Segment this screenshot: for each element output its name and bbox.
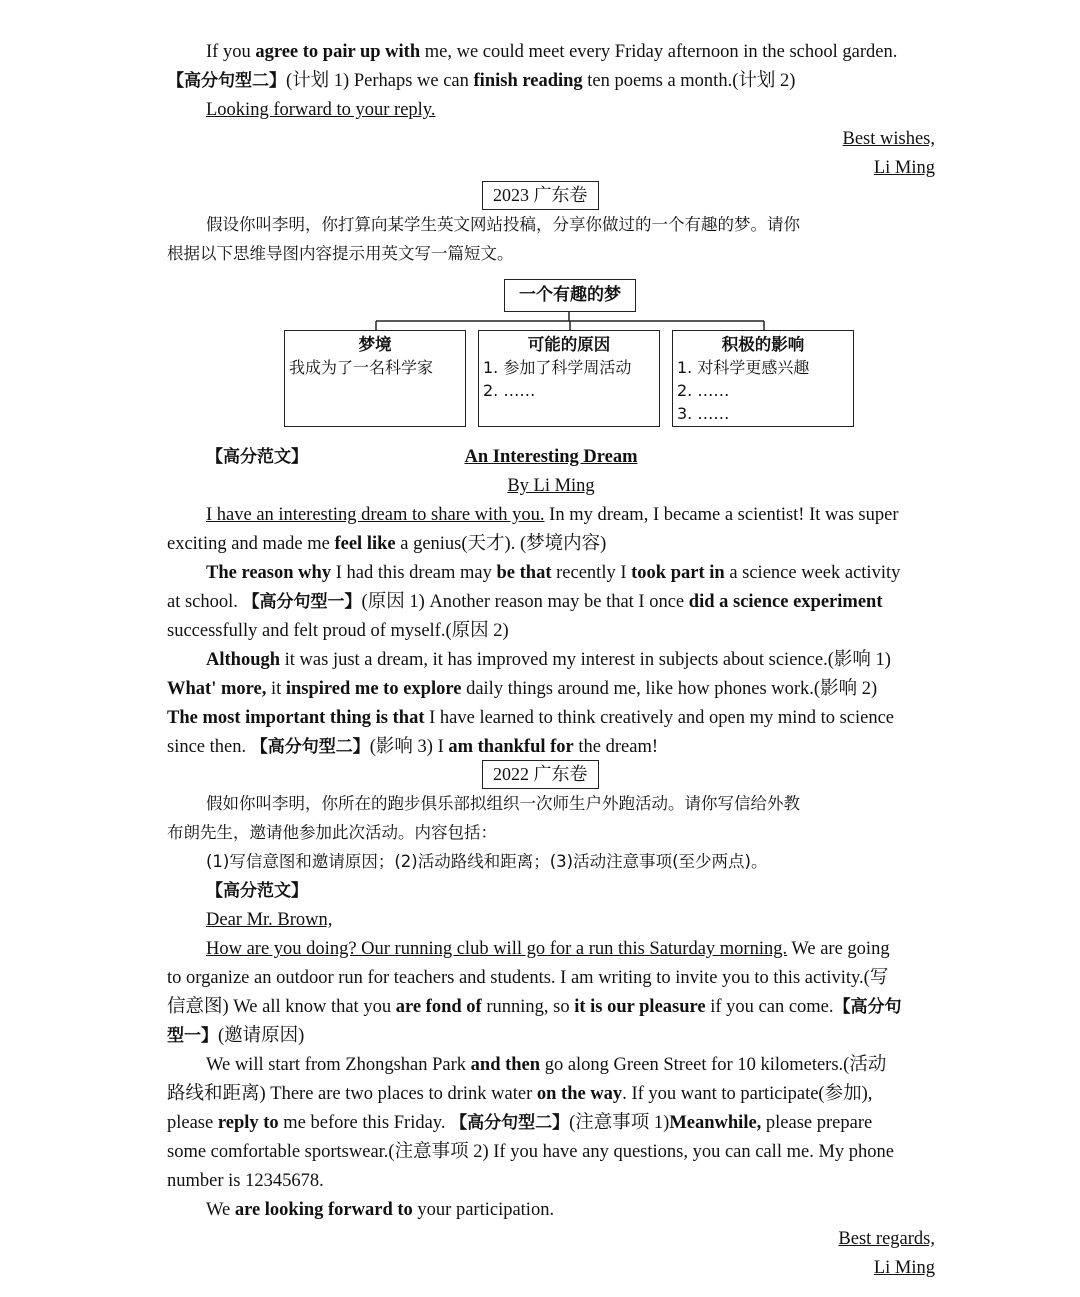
letter-p2-line-1: We will start from Zhongshan Park and then go along Green Street for 10 kilometers.(活动 [206,1055,887,1075]
letter-p2-line-4: some comfortable sportswear.(注意事项 2) If you have any questions, you can call me. My phone [167,1142,894,1162]
essay-p2-line-2: at school. 【高分句型一】(原因 1) Another reason may be that I once did a science experiment [167,592,883,612]
mind-map [284,279,858,431]
letter-greeting: Dear Mr. Brown, [206,910,333,930]
essay-p1-line-1: I have an interesting dream to share with you. In my dream, I became a scientist! It was super [206,505,899,525]
section-label-2023: 2023 广东卷 [482,181,599,210]
letter-2022-signature: Li Ming [873,1258,935,1278]
node-item: 我成为了一名科学家 [289,358,434,377]
essay-title: An Interesting Dream [464,447,638,467]
letter-p1-line-3: 信意图) We all know that you are fond of running, so it is our pleasure if you can come.【高分句 [167,997,902,1017]
essay-byline: By Li Ming [507,476,595,496]
letter-p2-line-3: please reply to me before this Friday. 【高分句型二】(注意事项 1)Meanwhile, please prepare [167,1113,873,1133]
mind-map-node-reasons [478,330,660,427]
letter-line-1: If you agree to pair up with me, we could meet every Friday afternoon in the school garden. [206,42,898,62]
essay-p3-line-2: What' more, it inspired me to explore daily things around me, like how phones work.(影响 2) [167,679,878,699]
essay-p1-line-2: exciting and made me feel like a genius(天才). (梦境内容) [167,534,607,554]
prompt-2022-line-1: 假如你叫李明，你所在的跑步俱乐部拟组织一次师生户外跑活动。请你写信给外教 [206,794,800,813]
letter-p3-line-1: We are looking forward to your participation. [206,1200,555,1220]
letter-p1-line-2: to organize an outdoor run for teachers and students. I am writing to invite you to this activity.(写 [167,968,889,988]
node-item: 2. …… [483,381,536,400]
node-item: 3. …… [677,404,730,423]
letter-closing: Best wishes, [842,129,935,149]
node-title: 积极的影响 [721,335,805,354]
letter-p2-line-5: number is 12345678. [167,1171,324,1191]
mind-map-root: 一个有趣的梦 [504,279,636,312]
essay-p2-line-1: The reason why I had this dream may be that recently I took part in a science week activity [206,563,901,583]
letter-p2-line-2: 路线和距离) There are two places to drink water on the way. If you want to participate(参加), [167,1084,873,1104]
prompt-2023-line-1: 假设你叫李明，你打算向某学生英文网站投稿，分享你做过的一个有趣的梦。请你 [206,215,800,234]
letter-line-2: 【高分句型二】(计划 1) Perhaps we can finish reading ten poems a month.(计划 2) [167,71,796,91]
essay-p2-line-3: successfully and felt proud of myself.(原因 2) [167,621,509,641]
letter-p1-line-1: How are you doing? Our running club will go for a run this Saturday morning. We are going [206,939,890,959]
section-label-2022: 2022 广东卷 [482,760,599,789]
mind-map-node-effects [672,330,854,427]
sample-label-2022: 【高分范文】 [206,881,308,901]
letter-p1-line-4: 型一】(邀请原因) [167,1026,305,1046]
node-item: 1. 对科学更感兴趣 [677,358,810,377]
node-item: 2. …… [677,381,730,400]
essay-p3-line-1: Although it was just a dream, it has improved my interest in subjects about science.(影响 1) [206,650,891,670]
node-item: 1. 参加了科学周活动 [483,358,632,377]
sample-label-2023: 【高分范文】 [206,447,308,467]
letter-line-3: Looking forward to your reply. [206,100,436,120]
letter-2022-closing: Best regards, [838,1229,935,1249]
node-title: 可能的原因 [527,335,611,354]
prompt-2022-line-2: 布朗先生，邀请他参加此次活动。内容包括： [167,823,497,842]
mind-map-node-dream [284,330,466,427]
node-title: 梦境 [358,335,392,354]
essay-p3-line-4: since then. 【高分句型二】(影响 3) I am thankful for the dream! [167,737,659,757]
essay-p3-line-3: The most important thing is that I have learned to think creatively and open my mind to science [167,708,895,728]
letter-signature: Li Ming [873,158,935,178]
prompt-2022-line-3: (1)写信意图和邀请原因；(2)活动路线和距离；(3)活动注意事项(至少两点)。 [206,852,768,871]
prompt-2023-line-2: 根据以下思维导图内容提示用英文写一篇短文。 [167,244,514,263]
